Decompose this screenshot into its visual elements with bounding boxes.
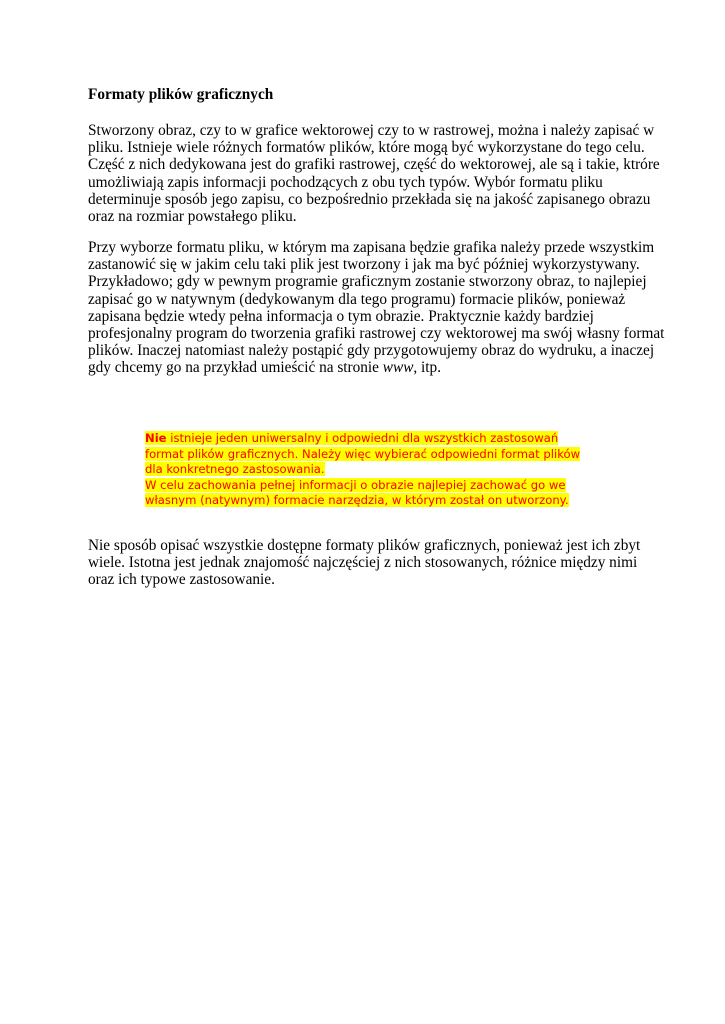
paragraph-line: plików. Inaczej natomiast należy postąpić gdy przygotowujemy obraz do wydruku, a inaczej xyxy=(88,342,655,360)
italic-term: www xyxy=(382,359,414,377)
note-line xyxy=(145,478,605,494)
paragraph-line-last xyxy=(88,359,648,376)
paragraph-line: Stworzony obraz, czy to w grafice wektorowej czy to w rastrowej, można i należy zapisać w xyxy=(88,122,655,139)
paragraph-line: oraz na rozmiar powstałego pliku. xyxy=(88,208,297,226)
paragraph-line: zapisać go w natywnym (dedykowanym dla tego programu) formacie plików, ponieważ xyxy=(88,290,626,308)
paragraph-line: Część z nich dedykowana jest do grafiki rastrowej, część do wektorowej, ale są i takie, ktróre xyxy=(88,156,660,174)
text-segment: istnieje jeden uniwersalny i odpowiedni dla wszystkich zastosowań xyxy=(166,431,559,445)
paragraph-line: zapisana będzie wtedy pełna informacja o tym obrazie. Praktycznie każdy bardziej xyxy=(88,307,594,325)
paragraph-line: pliku. Istnieje wiele różnych formatów plików, które mogą być wykorzystane do tego celu. xyxy=(88,139,645,157)
paragraph-summary xyxy=(88,537,648,589)
paragraph-line: determinuje sposób jego zapisu, co bezpośrednio przekłada się na jakość zapisanego obrazu xyxy=(88,190,651,208)
paragraph-intro xyxy=(88,122,660,226)
paragraph-line: umożliwiają zapis informacji pochodzących z obu tych typów. Wybór formatu pliku xyxy=(88,173,603,191)
note-line xyxy=(145,447,605,463)
highlighted-note xyxy=(145,431,605,509)
paragraph-line: Nie sposób opisać wszystkie dostępne formaty plików graficznych, ponieważ jest ich zbyt xyxy=(88,537,641,554)
note-line xyxy=(145,462,605,478)
paragraph-line: Przy wyborze formatu pliku, w którym ma zapisana będzie grafika należy przede wszystkim xyxy=(88,239,655,256)
note-line xyxy=(145,493,605,509)
text-segment: dla konkretnego zastosowania. xyxy=(145,462,325,477)
text-segment: format plików graficznych. Należy więc wybierać odpowiedni format plików xyxy=(145,446,581,461)
paragraph-line: Przykładowo; gdy w pewnym programie graficznym zostanie stworzony obraz, to najlepiej xyxy=(88,273,647,291)
paragraph-format-choice xyxy=(88,239,665,377)
document-title: Formaty plików graficznych xyxy=(88,86,274,103)
note-line xyxy=(145,431,605,447)
text-segment: własnym (natywnym) formacie narzędzia, w którym został on utworzony. xyxy=(145,493,569,508)
paragraph-line: zastanowić się w jakim celu taki plik jest tworzony i jak ma być później wykorzystywany. xyxy=(88,256,640,274)
note-emphasis: Nie xyxy=(145,431,167,445)
paragraph-line: wiele. Istotna jest jednak znajomość najczęściej z nich stosowanych, różnice między nimi xyxy=(88,554,638,572)
text-segment: W celu zachowania pełnej informacji o obrazie najlepiej zachować go we xyxy=(145,477,566,492)
text-segment: , itp. xyxy=(413,359,442,377)
text-segment: gdy chcemy go na przykład umieścić na stronie xyxy=(88,359,383,377)
paragraph-line: profesjonalny program do tworzenia grafiki rastrowej czy wektorowej ma swój własny format xyxy=(88,325,665,343)
paragraph-line: oraz ich typowe zastosowanie. xyxy=(88,571,275,589)
